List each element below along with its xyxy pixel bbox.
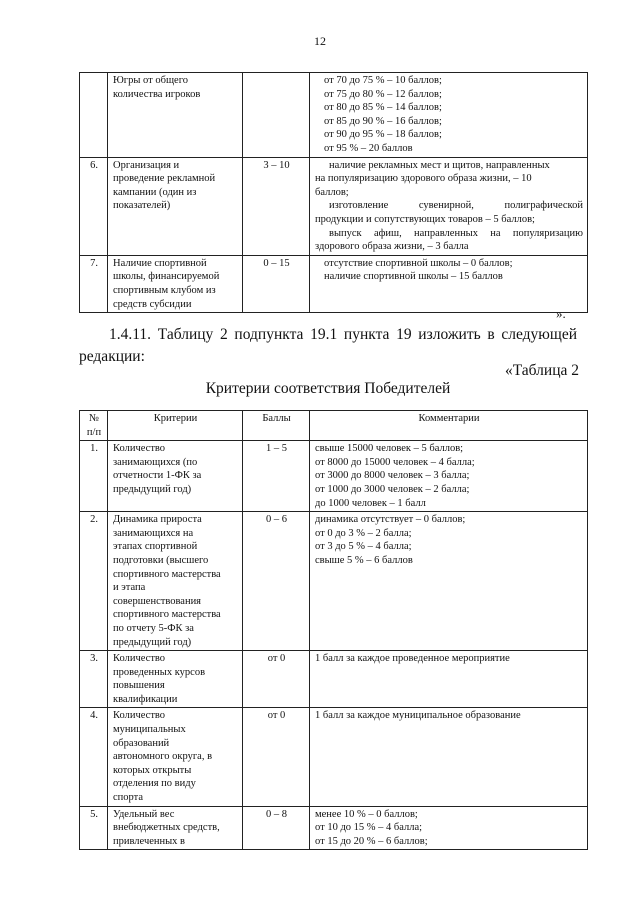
table-row [80, 157, 588, 255]
row-number: 5. [80, 806, 108, 850]
comment-cell: свыше 15000 человек – 5 баллов; от 8000 до 15000 человек – 4 балла; от 3000 до 8000 человек – 3 балла; от 1000 до 3000 человек – 2 балла; до 1000 человек – 1 балл [310, 441, 588, 512]
table-row [80, 708, 588, 806]
criterion-cell: Югры от общего количества игроков [108, 73, 243, 158]
closing-quote-mark: ». [556, 306, 566, 321]
points-cell: 1 – 5 [243, 441, 310, 512]
points-cell [243, 73, 310, 158]
comment-cell: наличие рекламных мест и щитов, направленных на популяризацию здорового образа жизни, – 10 баллов; изготовление сувенирной, полиграфической продукции и сопутствующих товаров – 5 баллов; выпуск афиш, направленных на популяризацию здорового образа жизни, – 3 балла [310, 157, 588, 255]
comment-cell: от 70 до 75 % – 10 баллов; от 75 до 80 % – 12 баллов; от 80 до 85 % – 14 баллов; от 85 до 90 % – 16 баллов; от 90 до 95 % – 18 баллов; от 95 % – 20 баллов [310, 73, 588, 158]
points-cell: 0 – 8 [243, 806, 310, 850]
row-number: 3. [80, 651, 108, 708]
table-row [80, 512, 588, 651]
header-criteria: Критерии [108, 411, 243, 441]
row-number: 6. [80, 157, 108, 255]
table-header-row [80, 411, 588, 441]
criterion-cell: Динамика прироста занимающихся на этапах спортивной подготовки (высшего спортивного мастерства и этапа совершенствования спортивного мастерства по отчету 5-ФК за предыдущий год) [108, 512, 243, 651]
row-number: 1. [80, 441, 108, 512]
table-title: Критерии соответствия Победителей [205, 380, 451, 397]
points-cell: 3 – 10 [243, 157, 310, 255]
winner-criteria-table [79, 410, 588, 850]
criterion-cell: Количество проведенных курсов повышения квалификации [108, 651, 243, 708]
points-cell: 0 – 15 [243, 255, 310, 312]
table-row [80, 441, 588, 512]
points-cell: от 0 [243, 708, 310, 806]
table-label: «Таблица 2 [504, 362, 579, 379]
table-row [80, 255, 588, 312]
header-comments: Комментарии [310, 411, 588, 441]
header-number: № п/п [80, 411, 108, 441]
points-cell: 0 – 6 [243, 512, 310, 651]
criterion-cell: Наличие спортивной школы, финансируемой спортивным клубом из средств субсидии [108, 255, 243, 312]
row-number: 4. [80, 708, 108, 806]
criterion-cell: Количество муниципальных образований автономного округа, в которых открыты отделения по виду спорта [108, 708, 243, 806]
comment-cell: 1 балл за каждое проведенное мероприятие [310, 651, 588, 708]
criterion-cell: Организация и проведение рекламной кампании (один из показателей) [108, 157, 243, 255]
header-points: Баллы [243, 411, 310, 441]
comment-cell: отсутствие спортивной школы – 0 баллов; наличие спортивной школы – 15 баллов [310, 255, 588, 312]
points-cell: от 0 [243, 651, 310, 708]
comment-cell: 1 балл за каждое муниципальное образование [310, 708, 588, 806]
row-number [80, 73, 108, 158]
table-row [80, 651, 588, 708]
comment-cell: динамика отсутствует – 0 баллов; от 0 до 3 % – 2 балла; от 3 до 5 % – 4 балла; свыше 5 % – 6 баллов [310, 512, 588, 651]
row-number: 7. [80, 255, 108, 312]
page-number: 12 [314, 34, 326, 48]
criterion-cell: Удельный вес внебюджетных средств, привлеченных в [108, 806, 243, 850]
table-row [80, 73, 588, 158]
amendment-paragraph: 1.4.11. Таблицу 2 подпункта 19.1 пункта 19 изложить в следующей редакции: [79, 326, 577, 365]
table-row [80, 806, 588, 850]
top-criteria-table [79, 72, 588, 313]
row-number: 2. [80, 512, 108, 651]
comment-cell: менее 10 % – 0 баллов; от 10 до 15 % – 4 балла; от 15 до 20 % – 6 баллов; [310, 806, 588, 850]
criterion-cell: Количество занимающихся (по отчетности 1-ФК за предыдущий год) [108, 441, 243, 512]
